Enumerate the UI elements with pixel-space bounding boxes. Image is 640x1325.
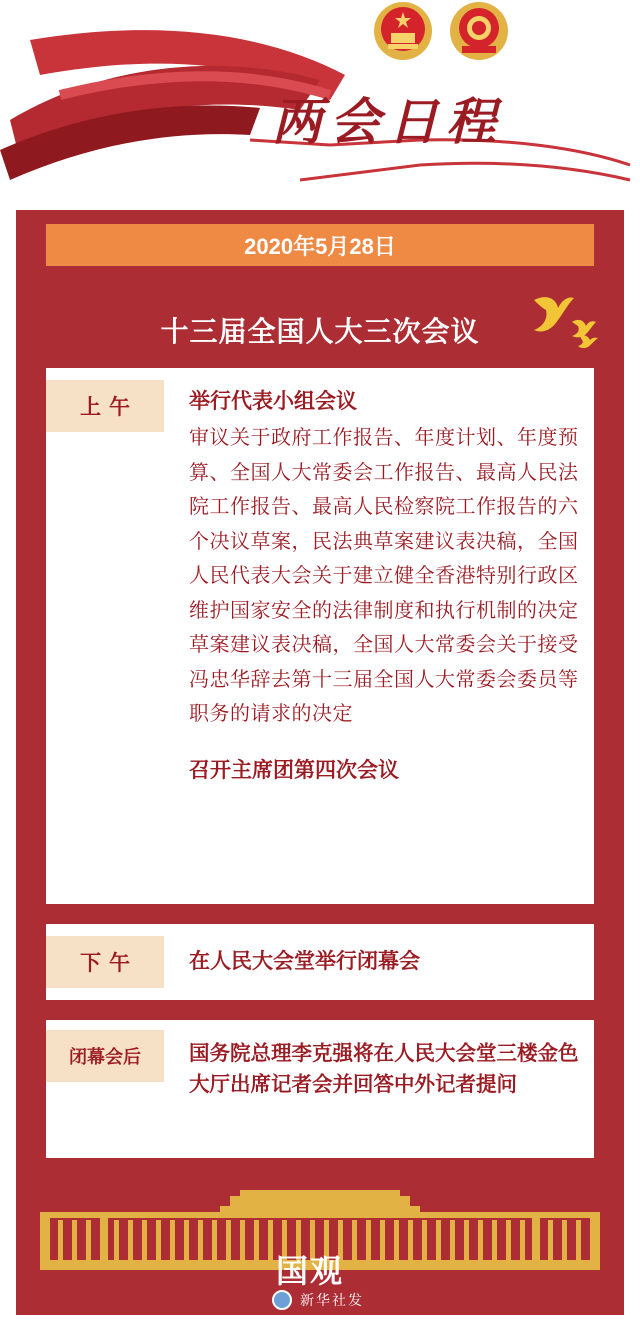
header-banner (0, 0, 640, 210)
logo-text: 国观 (276, 1252, 345, 1290)
event-heading: 举行代表小组会议 (189, 389, 357, 413)
time-tag-afternoon: 下午 (46, 936, 164, 988)
time-tag-after-closing: 闭幕会后 (46, 1030, 164, 1082)
event-description: 审议关于政府工作报告、年度计划、年度预算、全国人大常委会工作报告、最高人民法院工作报告、最高人民检察院工作报告的六个决议草案，民法典草案建议表决稿，全国人民代表大会关于建立健全香港特别行政区维护国家安全的法律制度和执行机制的决定草案建议表决稿，全国人大常委会关于接受冯忠华辞去第十三届全国人大常委会委员等职务的请求的决定 (189, 425, 579, 725)
schedule-card-morning (46, 368, 594, 904)
xinhua-logo (262, 1246, 392, 1316)
schedule-card-afternoon (46, 924, 594, 1000)
meeting-title: 十三届全国人大三次会议 (160, 315, 480, 348)
time-tag-morning: 上午 (46, 380, 164, 432)
event-heading-secondary: 召开主席团第四次会议 (189, 757, 399, 782)
schedule-card-after-closing (46, 1020, 594, 1158)
event-heading: 在人民大会堂举行闭幕会 (189, 949, 420, 973)
logo-subtext: 新华社发 (300, 1293, 364, 1309)
dove-icon (528, 290, 600, 354)
cppcc-emblem-icon (448, 0, 510, 62)
morning-content (189, 386, 587, 785)
globe-icon (272, 1290, 292, 1310)
national-emblem-icon (372, 0, 434, 62)
date-banner: 2020年5月28日 (46, 224, 594, 266)
event-heading: 国务院总理李克强将在人民大会堂三楼金色大厅出席记者会并回答中外记者提问 (189, 1041, 579, 1096)
page-title: 两会日程 (272, 92, 504, 151)
